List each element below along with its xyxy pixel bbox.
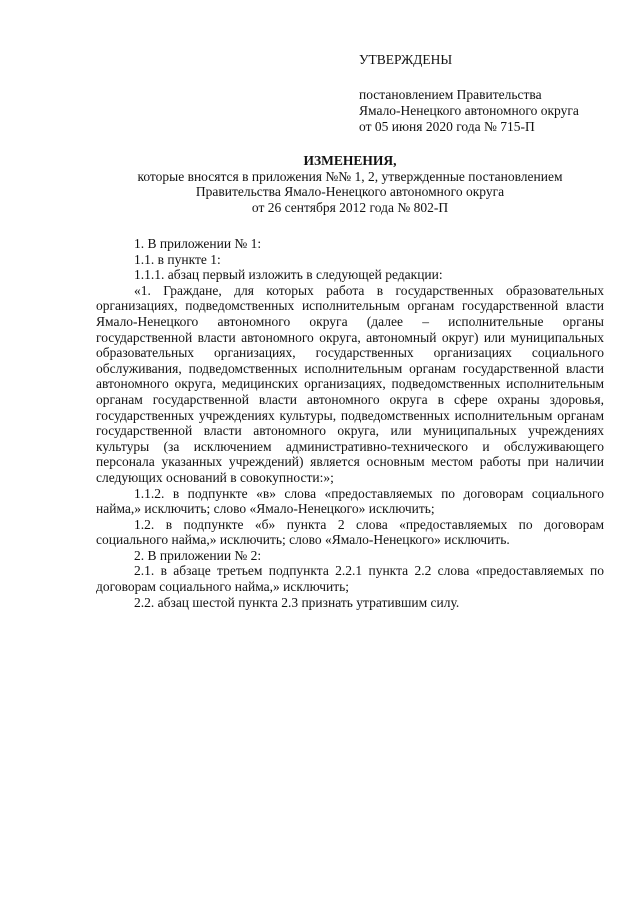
- approval-line-3: от 05 июня 2020 года № 715-П: [359, 119, 535, 134]
- paragraph-5: 1.1.2. в подпункте «в» слова «предоставляемых по договорам социального найма,» исключить; слово «Ямало-Ненецкого» исключить;: [96, 485, 604, 517]
- paragraph-7: 2. В приложении № 2:: [134, 547, 262, 563]
- title-line-3: от 26 сентября 2012 года № 802-П: [251, 199, 449, 215]
- document-body: [96, 236, 604, 610]
- paragraph-9: 2.2. абзац шестой пункта 2.3 признать утратившим силу.: [134, 594, 460, 610]
- paragraph-8: 2.1. в абзаце третьем подпункта 2.2.1 пункта 2.2 слова «предоставляемых по договорам социального найма,» исключить;: [96, 563, 604, 595]
- approval-line-1: постановлением Правительства: [359, 87, 542, 102]
- paragraph-1: 1. В приложении № 1:: [134, 236, 262, 251]
- title-line-1: которые вносятся в приложения №№ 1, 2, утвержденные постановлением: [137, 168, 563, 184]
- paragraph-6: 1.2. в подпункте «б» пункта 2 слова «предоставляемых по договорам социального найма,» исключить; слово «Ямало-Ненецкого» исключить.: [96, 516, 604, 548]
- approval-line-2: Ямало-Ненецкого автономного округа: [359, 103, 579, 118]
- title-main: ИЗМЕНЕНИЯ,: [303, 153, 397, 168]
- approval-stamp: [359, 52, 619, 135]
- document-title: [96, 153, 604, 215]
- approval-heading: УТВЕРЖДЕНЫ: [359, 52, 453, 67]
- paragraph-2: 1.1. в пункте 1:: [134, 251, 221, 267]
- paragraph-3: 1.1.1. абзац первый изложить в следующей редакции:: [134, 267, 443, 283]
- title-line-2: Правительства Ямало-Ненецкого автономного округа: [195, 184, 505, 199]
- paragraph-4: «1. Граждане, для которых работа в государственных образовательных организациях, подведомственных исполнительным органам государственной власти Ямало-Ненецкого автономного округа (далее – исполнительные органы государственной власти автономного округа, автономный округ) или муниципальных образовательных организациях, государственных организациях социального обслуживания, подведомственных исполнительным органам государственной власти автономного округа, медицинских организациях, подведомственных исполнительным органам государственной власти автономного округа в сфере охраны здоровья, государственных учреждениях культуры, подведомственных исполнительным органам государственной власти автономного округа, или муниципальных учреждениях культуры (за исключением административно-технического и обслуживающего персонала указанных учреждений) является основным местом работы при наличии следующих оснований в совокупности:»;: [96, 282, 604, 485]
